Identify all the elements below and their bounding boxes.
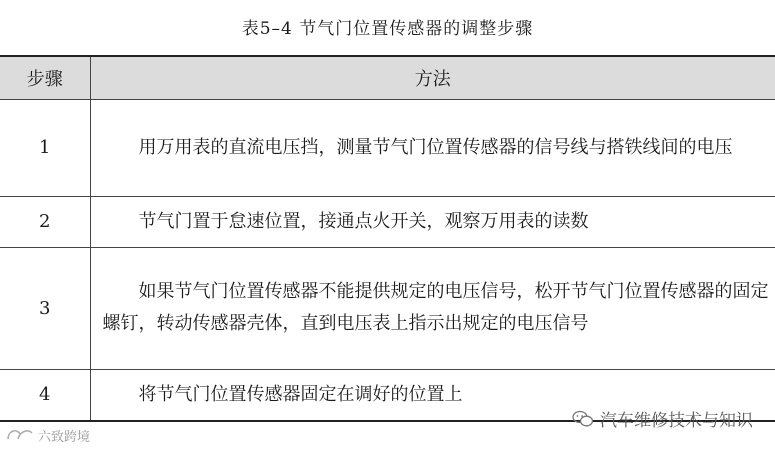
table-caption: 表5–4 节气门位置传感器的调整步骤 — [241, 19, 534, 39]
step-method: 将节气门位置传感器固定在调好的位置上 — [90, 369, 775, 421]
corner-watermark — [6, 426, 90, 445]
step-number: 1 — [0, 99, 90, 196]
corner-watermark-label: 六致跨境 — [38, 430, 91, 445]
table-header — [0, 56, 775, 99]
step-number: 3 — [0, 247, 90, 369]
table-row — [0, 247, 775, 369]
header-step: 步骤 — [0, 56, 90, 99]
adjustment-steps-table — [0, 55, 775, 422]
logo-icon — [6, 427, 34, 445]
wechat-watermark — [572, 406, 753, 431]
step-method: 用万用表的直流电压挡，测量节气门位置传感器的信号线与搭铁线间的电压 — [90, 99, 775, 196]
table-body — [0, 99, 775, 421]
wechat-icon — [572, 410, 594, 428]
header-row — [0, 56, 775, 99]
table-row — [0, 99, 775, 196]
step-number: 4 — [0, 369, 90, 421]
table-row — [0, 196, 775, 247]
step-method: 节气门置于怠速位置，接通点火开关，观察万用表的读数 — [90, 196, 775, 247]
header-method: 方法 — [90, 56, 775, 99]
step-method: 如果节气门位置传感器不能提供规定的电压信号，松开节气门位置传感器的固定螺钉，转动传感器壳体，直到电压表上指示出规定的电压信号 — [90, 247, 775, 369]
wechat-account-name: 汽车维修技术与知识 — [600, 411, 753, 431]
step-number: 2 — [0, 196, 90, 247]
